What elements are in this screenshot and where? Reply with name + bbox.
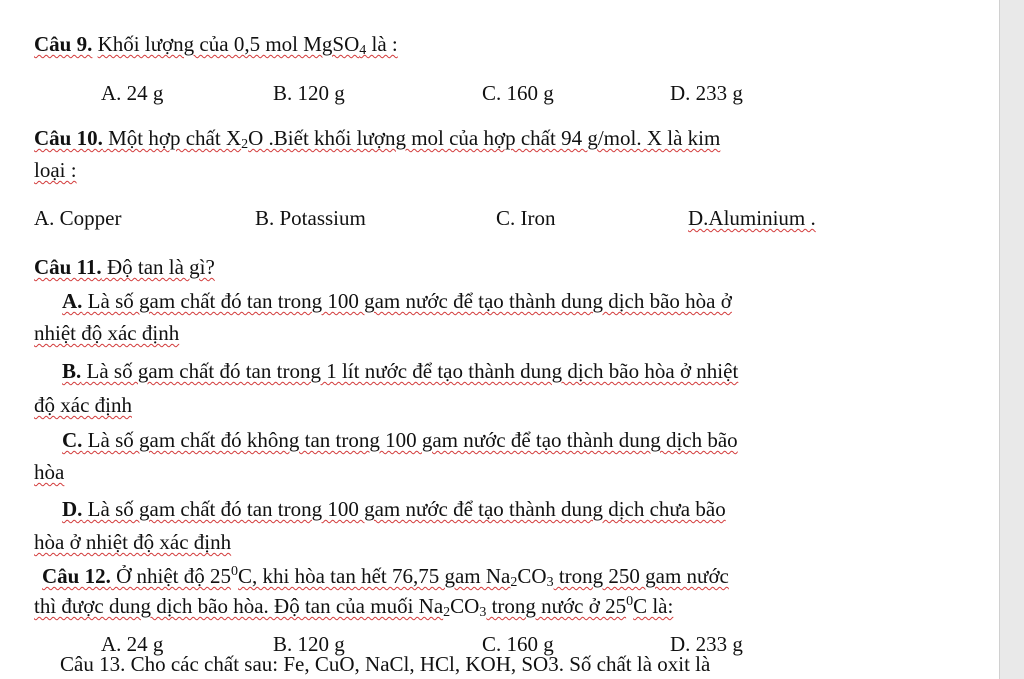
question-11-number: Câu 11. — [34, 255, 102, 279]
question-10-number: Câu 10. — [34, 126, 103, 150]
window-edge — [999, 0, 1024, 679]
question-10 — [34, 125, 720, 151]
q12-option-d: D. 233 g — [670, 632, 743, 656]
q11-option-a — [62, 288, 732, 314]
q9-option-d: D. 233 g — [670, 81, 743, 105]
q11-option-a-text-cont: nhiệt độ xác định — [34, 321, 180, 345]
q10-option-b: B. Potassium — [255, 206, 366, 230]
q11-option-b-text: Là số gam chất đó tan trong 1 lít nước để tạo thành dung dịch bão hòa ở nhiệt — [81, 359, 739, 383]
question-10-text: Một hợp chất $X_2O$ .Biết khối lượng mol của hợp chất 94 g/mol. X là kim — [102, 126, 721, 152]
q10-option-d: D.Aluminium . — [688, 206, 816, 230]
cutoff-next-line — [60, 652, 820, 679]
q10-option-c: C. Iron — [496, 206, 556, 230]
q9-option-b: B. 120 g — [273, 81, 345, 105]
q11-option-d-text: Là số gam chất đó tan trong 100 gam nước để tạo thành dung dịch chưa bão — [82, 497, 726, 521]
q11-option-c-text-cont: hòa — [34, 460, 65, 484]
q11-option-d — [62, 496, 726, 522]
q9-option-a: A. 24 g — [101, 81, 164, 105]
q11-option-b-text-cont: độ xác định — [34, 393, 132, 417]
q12-option-b: B. 120 g — [273, 632, 345, 656]
question-12 — [42, 563, 729, 589]
q11-option-c-label: C. — [62, 428, 83, 452]
q11-option-a-text: Là số gam chất đó tan trong 100 gam nước để tạo thành dung dịch bão hòa ở — [82, 289, 732, 313]
question-12-text-cont: thì được dung dịch bão hòa. Độ tan của muối $Na_2CO_3$ trong nước ở $25^0C$ là: — [34, 594, 674, 620]
q9-option-c: C. 160 g — [482, 81, 554, 105]
question-9-number: Câu 9. — [34, 32, 93, 56]
q10-option-a: A. Copper — [34, 206, 122, 230]
q12-option-a: A. 24 g — [101, 632, 164, 656]
q11-option-b-label: B. — [62, 359, 82, 383]
q11-option-d-label: D. — [62, 497, 83, 521]
question-12-text: Ở nhiệt độ $25^0C$, khi hòa tan hết 76,75 gam $Na_2CO_3$ trong 250 gam nước — [110, 564, 729, 590]
question-11-text: Độ tan là gì? — [101, 255, 215, 279]
question-9 — [34, 31, 398, 57]
q11-option-b — [62, 358, 738, 384]
question-9-text: Khối lượng của 0,5 mol MgSO$_4$ là : — [97, 32, 398, 58]
question-11 — [34, 254, 215, 280]
q11-option-c-text: Là số gam chất đó không tan trong 100 gam nước để tạo thành dung dịch bão — [82, 428, 738, 452]
question-12-number: Câu 12. — [42, 564, 111, 588]
q12-option-c: C. 160 g — [482, 632, 554, 656]
cutoff-next-line-text: Câu 13. Cho các chất sau: Fe, CuO, NaCl, HCl, KOH, SO3. Số chất là oxit là — [60, 652, 711, 676]
q11-option-d-text-cont: hòa ở nhiệt độ xác định — [34, 530, 232, 554]
question-10-text-cont: loại : — [34, 158, 77, 182]
q11-option-a-label: A. — [62, 289, 83, 313]
q11-option-c — [62, 427, 738, 453]
